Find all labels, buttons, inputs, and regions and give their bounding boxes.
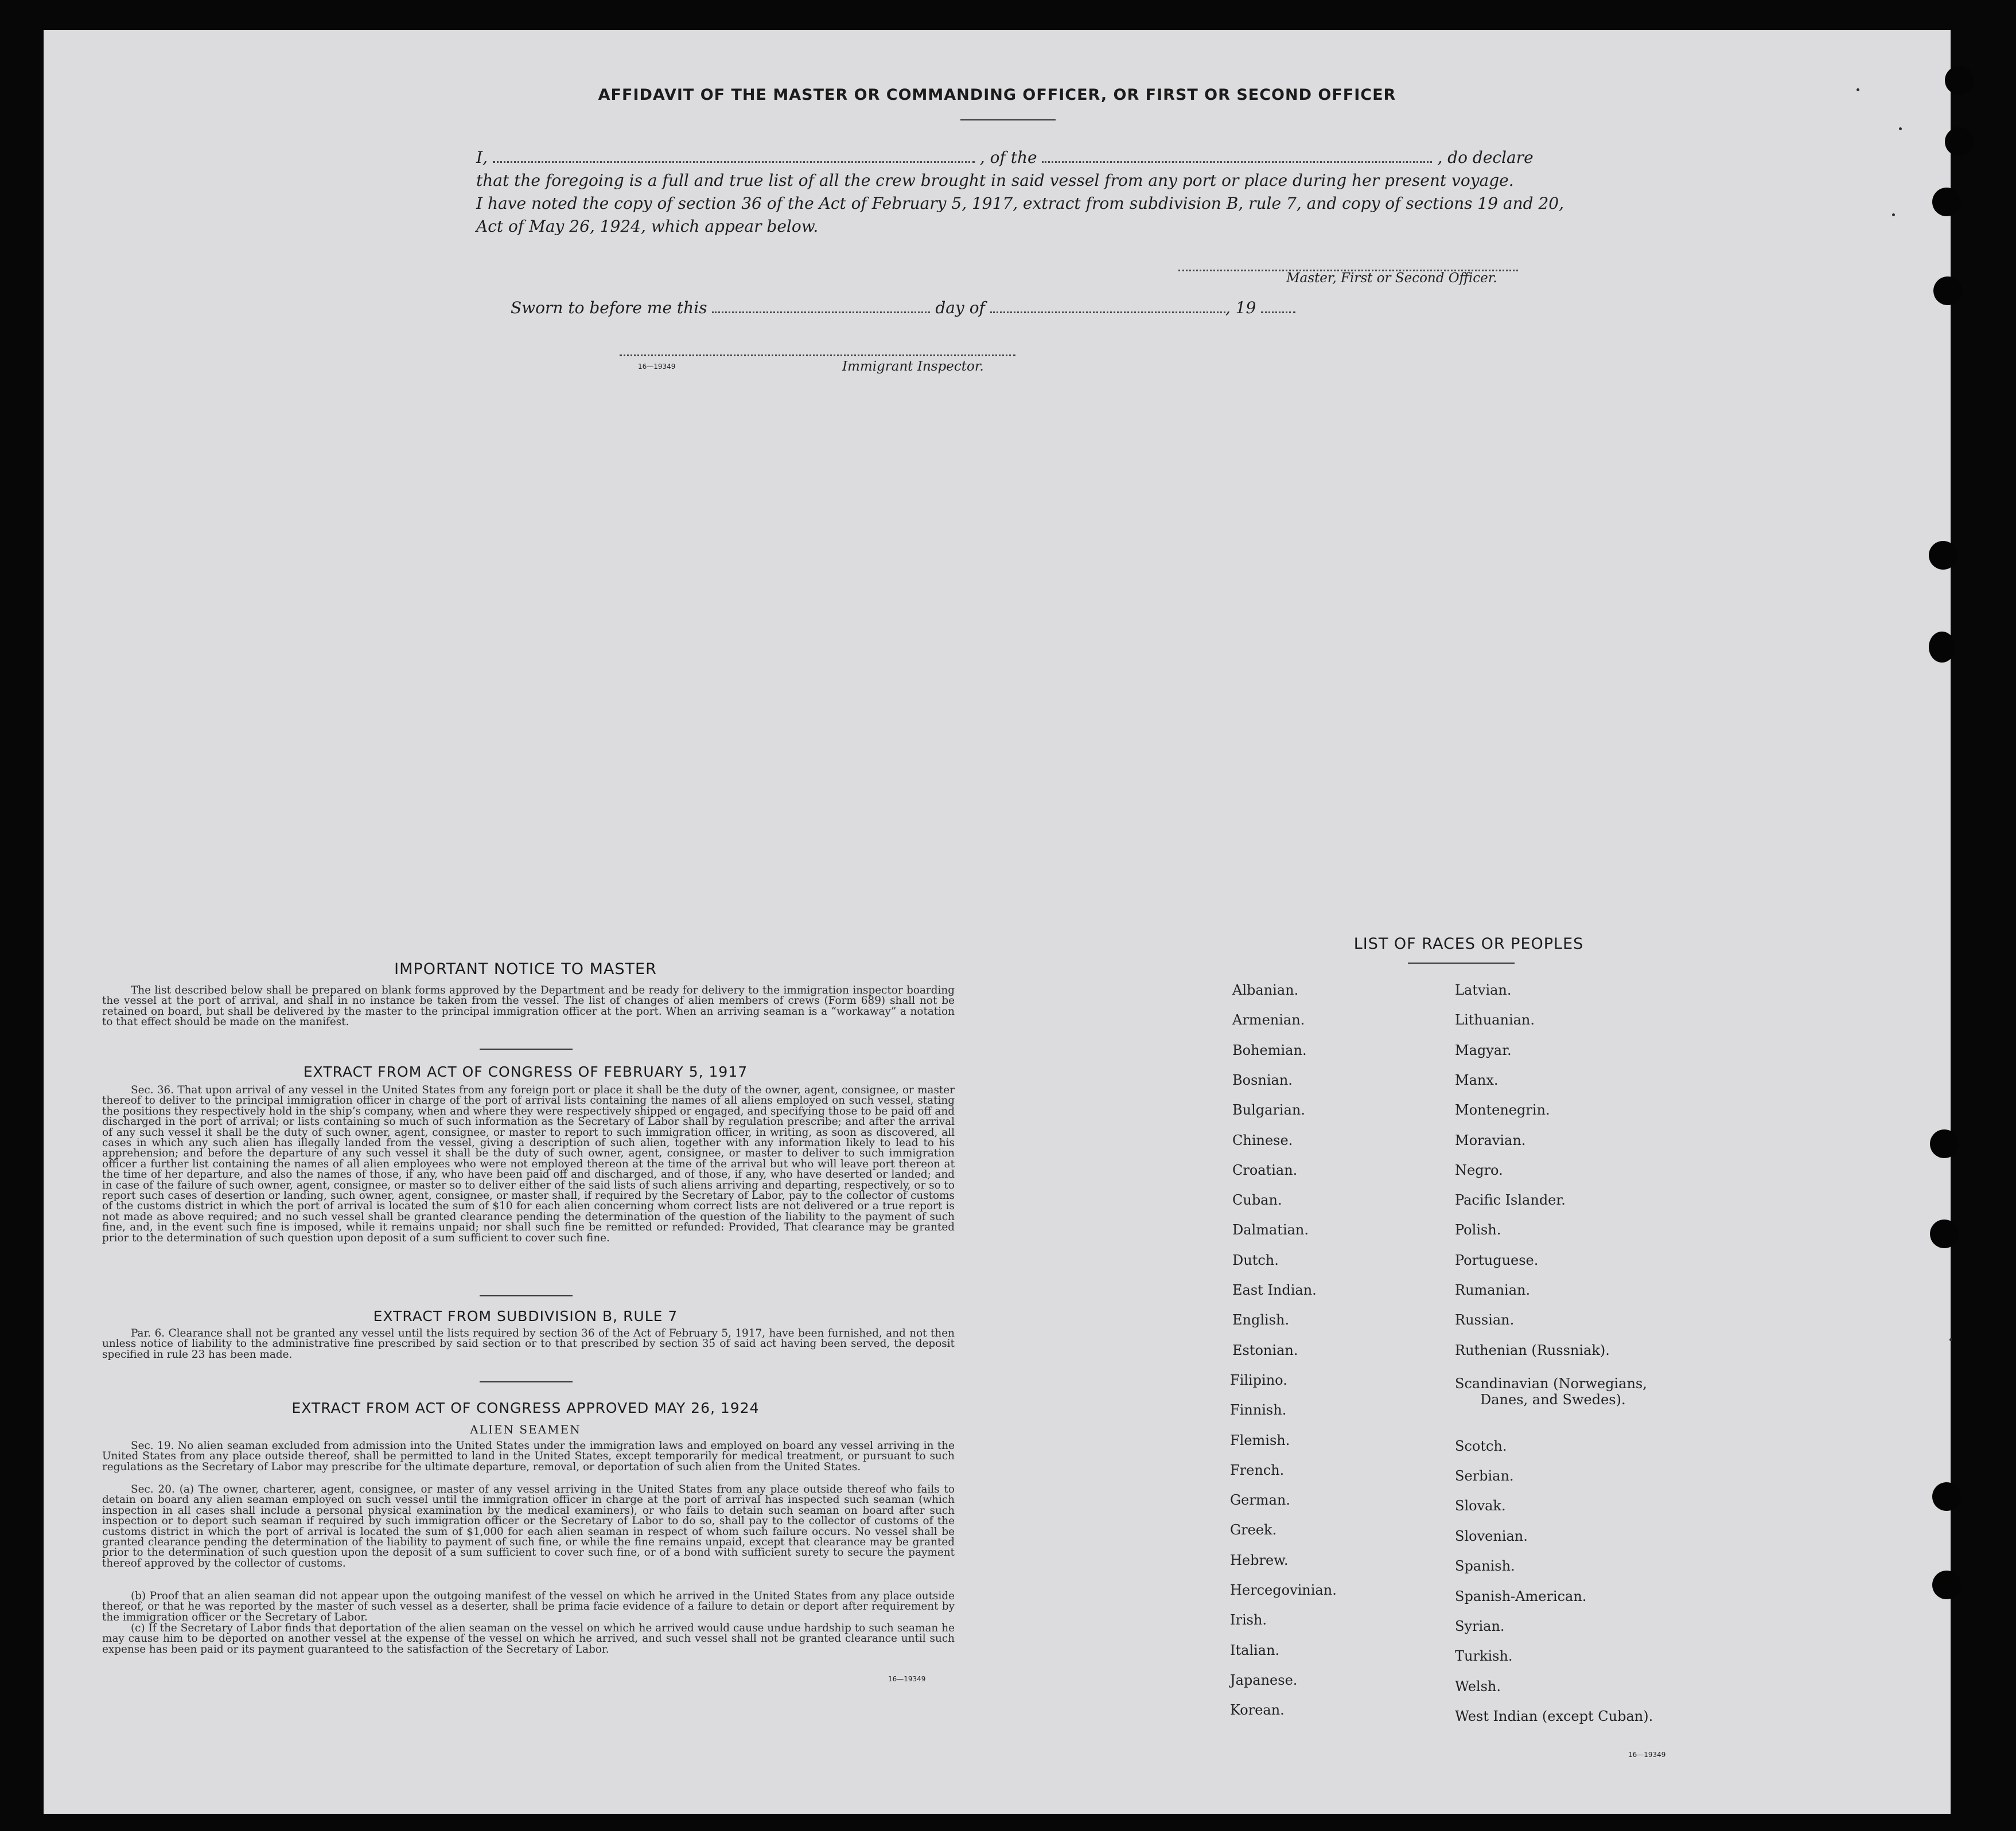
race-item: Albanian. [1232, 982, 1299, 998]
sec-20b-text: (b) Proof that an alien seaman did not appear upon the outgoing manifest of the vessel on which he arrived in the United States from any place outside thereof, or that he was reported by the master of such vessel as a deserter, shall be prima facie evidence of a failure to detain or deport after requirement by the immigration officer or the Secretary of Labor. [102, 1590, 955, 1623]
vessel-blank[interactable] [1042, 158, 1432, 163]
affidavit-declare: , do declare [1437, 148, 1534, 167]
punch-hole [1932, 188, 1961, 216]
races-title: LIST OF RACES OR PEOPLES [1353, 935, 1584, 953]
punch-hole [1932, 1571, 1961, 1599]
race-item: Bulgarian. [1232, 1102, 1305, 1119]
race-item: Spanish-American. [1455, 1588, 1587, 1604]
speck [1892, 213, 1895, 216]
race-item: Serbian. [1455, 1467, 1514, 1484]
sec-20c-text: (c) If the Secretary of Labor finds that deportation of the alien seaman on the vessel on which he arrived would cause undue hardship to such seaman he may cause him to be deported on another vessel at the expense of the vessel on which he arrived, and such vessel shall not be granted clearance until such expense has been paid or its payment guaranteed to the satisfaction of the Secretary of Labor. [102, 1622, 955, 1655]
race-item: Dutch. [1232, 1252, 1279, 1268]
race-item: Lithuanian. [1455, 1012, 1535, 1029]
affidavit-line-3: I have noted the copy of section 36 of the Act of February 5, 1917, extract from subdivision B, rule 7, and copy of sections 19 and 20, [476, 194, 1564, 213]
notice-divider [480, 1049, 573, 1050]
race-item: Turkish. [1455, 1648, 1513, 1665]
inspector-label: Immigrant Inspector. [842, 359, 984, 374]
race-item: Scandinavian (Norwegians, [1455, 1375, 1647, 1392]
race-item: Slovak. [1455, 1498, 1506, 1514]
race-item: Portuguese. [1455, 1252, 1539, 1268]
sworn-year: , 19 [1225, 298, 1256, 317]
signature-label: Master, First or Second Officer. [1286, 271, 1497, 286]
race-item: Cuban. [1232, 1192, 1282, 1209]
punch-hole [1929, 541, 1957, 570]
affidavit-title: AFFIDAVIT OF THE MASTER OR COMMANDING OFFICER, OR FIRST OR SECOND OFFICER [598, 86, 1396, 104]
race-item: Syrian. [1455, 1618, 1505, 1634]
extract-rule7-divider [480, 1381, 573, 1382]
day-blank[interactable] [712, 308, 930, 313]
affidavit-line-1 [476, 148, 1534, 167]
speck [1949, 1338, 1952, 1341]
race-item: Finnish. [1230, 1402, 1287, 1419]
extract-1917-divider [480, 1295, 573, 1296]
extract-rule7-title: EXTRACT FROM SUBDIVISION B, RULE 7 [373, 1308, 678, 1324]
race-item: Rumanian. [1455, 1282, 1531, 1298]
race-item: Hebrew. [1230, 1552, 1289, 1568]
punch-hole [1933, 276, 1962, 305]
race-item: Chinese. [1232, 1132, 1293, 1148]
race-item: Filipino. [1230, 1372, 1287, 1388]
title-divider [960, 119, 1056, 120]
year-blank[interactable] [1261, 308, 1295, 313]
extract-1924-title: EXTRACT FROM ACT OF CONGRESS APPROVED MAY 26, 1924 [291, 1400, 760, 1416]
speck [1899, 127, 1902, 130]
race-item: Manx. [1455, 1072, 1499, 1088]
race-item: Bohemian. [1232, 1042, 1307, 1058]
form-number-bottom: 16—19349 [888, 1675, 926, 1683]
notice-text: The list described below shall be prepared on blank forms approved by the Department and be ready for delivery to the immigration inspector boarding the vessel at the port of arrival, and shall in no instance be taken from the vessel. The list of changes of alien members of crews (Form 689) shall not be retained on board, but shall be delivered by the master to the principal immigration officer at the port. When an arriving seaman is a “workaway” a notation to that effect should be made on the manifest. [102, 984, 955, 1029]
affidavit-i: I, [476, 148, 488, 167]
race-item: Korean. [1230, 1702, 1285, 1719]
race-item: Magyar. [1455, 1042, 1512, 1058]
race-item: Negro. [1455, 1162, 1503, 1178]
inspector-signature-line[interactable] [620, 351, 1015, 356]
race-item: Russian. [1455, 1312, 1515, 1329]
race-item: Scotch. [1455, 1437, 1507, 1454]
race-item: German. [1230, 1492, 1290, 1509]
sworn-prefix: Sworn to before me this [511, 298, 707, 317]
punch-hole [1945, 127, 1974, 156]
races-divider [1408, 963, 1515, 964]
race-item: Spanish. [1455, 1558, 1515, 1575]
race-item: Armenian. [1232, 1012, 1305, 1029]
extract-1917-text: Sec. 36. That upon arrival of any vessel in the United States from any foreign port or place it shall be the duty of the owner, agent, consignee, or master thereof to deliver to the principal immigration officer in charge of the port of arrival lists containing the names of all aliens employed on such vessel, stating the positions they respectively hold in the ship’s company, when and where they were respectively shipped or engaged, and specifying those to be paid off and discharged in the port of arrival; or lists containing so much of such information as the Secretary of Labor shall by regulation prescribe; and after the arrival of any such vessel it shall be the duty of such owner, agent, consignee, or master to report to such immigration officer, in writing, as soon as discovered, all cases in which any such alien has illegally landed from the vessel, giving a description of such alien, together with any information likely to lead to his apprehension; and before the departure of any such vessel it shall be the duty of such owner, agent, consignee, or master to deliver to such immigration officer a further list containing the names of all alien employees who were not employed thereon at the time of the arrival but who will leave port thereon at the time of her departure, and also the names of those, if any, who have been paid off and discharged, and of those, if any, who have deserted or landed; and in case of the failure of such owner, agent, consignee, or master so to deliver either of the said lists of such aliens arriving and departing, respectively, or so to report such cases of desertion or landing, such owner, agent, consignee, or master shall, if required by the Secretary of Labor, pay to the collector of customs of the customs district in which the port of arrival is located the sum of $10 for each alien concerning whom correct lists are not delivered or a true report is not made as above required; and no such vessel shall be granted clearance pending the determination of the question of the liability to the payment of such fine, and, in the event such fine is imposed, while it remains unpaid; nor shall such fine be remitted or refunded: Provided, That clearance may be granted prior to the determination of such question upon deposit of a sum sufficient to cover such fine. [102, 1084, 955, 1244]
race-item: French. [1230, 1462, 1285, 1478]
race-item: Italian. [1230, 1642, 1280, 1658]
race-item: Polish. [1455, 1222, 1501, 1238]
sworn-day-of: day of [935, 298, 985, 317]
affidavit-line-2: that the foregoing is a full and true list of all the crew brought in said vessel from any port or place during her present voyage. [476, 171, 1514, 190]
sworn-line [511, 298, 1295, 317]
race-item: Montenegrin. [1455, 1102, 1550, 1119]
month-blank[interactable] [990, 308, 1225, 313]
affidavit-of-the: , of the [979, 148, 1037, 167]
race-item: Danes, and Swedes). [1480, 1391, 1626, 1408]
race-item: East Indian. [1232, 1282, 1317, 1298]
race-item: Pacific Islander. [1455, 1192, 1566, 1209]
notice-title: IMPORTANT NOTICE TO MASTER [394, 960, 657, 978]
race-item: Greek. [1230, 1522, 1277, 1538]
punch-hole [1930, 1129, 1959, 1158]
race-item: Flemish. [1230, 1432, 1290, 1448]
punch-hole [1929, 632, 1955, 663]
race-item: Irish. [1230, 1612, 1267, 1629]
race-item: Latvian. [1455, 982, 1512, 998]
race-item: Welsh. [1455, 1678, 1501, 1694]
race-item: Moravian. [1455, 1132, 1526, 1148]
name-blank[interactable] [493, 158, 975, 163]
form-sheet [44, 30, 1951, 1814]
sec-19-text: Sec. 19. No alien seaman excluded from admission into the United States under the immigration laws and employed on board any vessel arriving in the United States from any place outside thereof, shall be permitted to land in the United States, except temporarily for medical treatment, or pursuant to such regulations as the Secretary of Labor may prescribe for the ultimate departure, removal, or deportation of such alien from the United States. [102, 1440, 955, 1473]
race-item: Estonian. [1232, 1342, 1298, 1358]
race-item: Japanese. [1230, 1672, 1298, 1688]
race-item: Bosnian. [1232, 1072, 1293, 1088]
punch-hole [1930, 1220, 1959, 1248]
affidavit-line-4: Act of May 26, 1924, which appear below. [476, 217, 819, 236]
extract-rule7-text: Par. 6. Clearance shall not be granted any vessel until the lists required by section 36 of the Act of February 5, 1917, have been furnished, and not then unless notice of liability to the administrative fine prescribed by said section or to that prescribed by section 35 of said act having been served, the deposit specified in rule 23 has been made. [102, 1327, 955, 1361]
race-item: West Indian (except Cuban). [1455, 1708, 1653, 1725]
punch-hole [1945, 66, 1974, 95]
speck [1857, 88, 1859, 91]
race-item: Dalmatian. [1232, 1222, 1309, 1238]
form-number-races: 16—19349 [1628, 1751, 1666, 1759]
alien-seamen-subtitle: ALIEN SEAMEN [470, 1423, 581, 1436]
punch-hole [1932, 1482, 1961, 1511]
extract-1917-title: EXTRACT FROM ACT OF CONGRESS OF FEBRUARY 5, 1917 [303, 1063, 748, 1080]
form-number-top: 16—19349 [638, 363, 676, 371]
race-item: Hercegovinian. [1230, 1582, 1337, 1598]
race-item: Ruthenian (Russniak). [1455, 1342, 1610, 1358]
race-item: Slovenian. [1455, 1528, 1528, 1544]
race-item: Croatian. [1232, 1162, 1298, 1178]
race-item: English. [1232, 1312, 1290, 1329]
sec-20a-text: Sec. 20. (a) The owner, charterer, agent, consignee, or master of any vessel arriving in the United States from any place outside thereof who fails to detain on board any alien seaman employed on such vessel until the immigration officer in charge at the port of arrival has inspected such seaman (which inspection in all cases shall include a personal physical examination by the medical examiners), or who fails to detain such seaman on board after such inspection or to deport such seaman if required by such immigration officer or the Secretary of Labor to do so, shall pay to the collector of customs of the customs district in which the port of arrival is located the sum of $1,000 for each alien seaman in respect of whom such failure occurs. No vessel shall be granted clearance pending the determination of the liability to payment of such fine, or while the fine remains unpaid, except that clearance may be granted prior to the determination of such question upon the deposit of a sum sufficient to cover such fine, or of a bond with sufficient surety to secure the payment thereof approved by the collector of customs. [102, 1483, 955, 1569]
